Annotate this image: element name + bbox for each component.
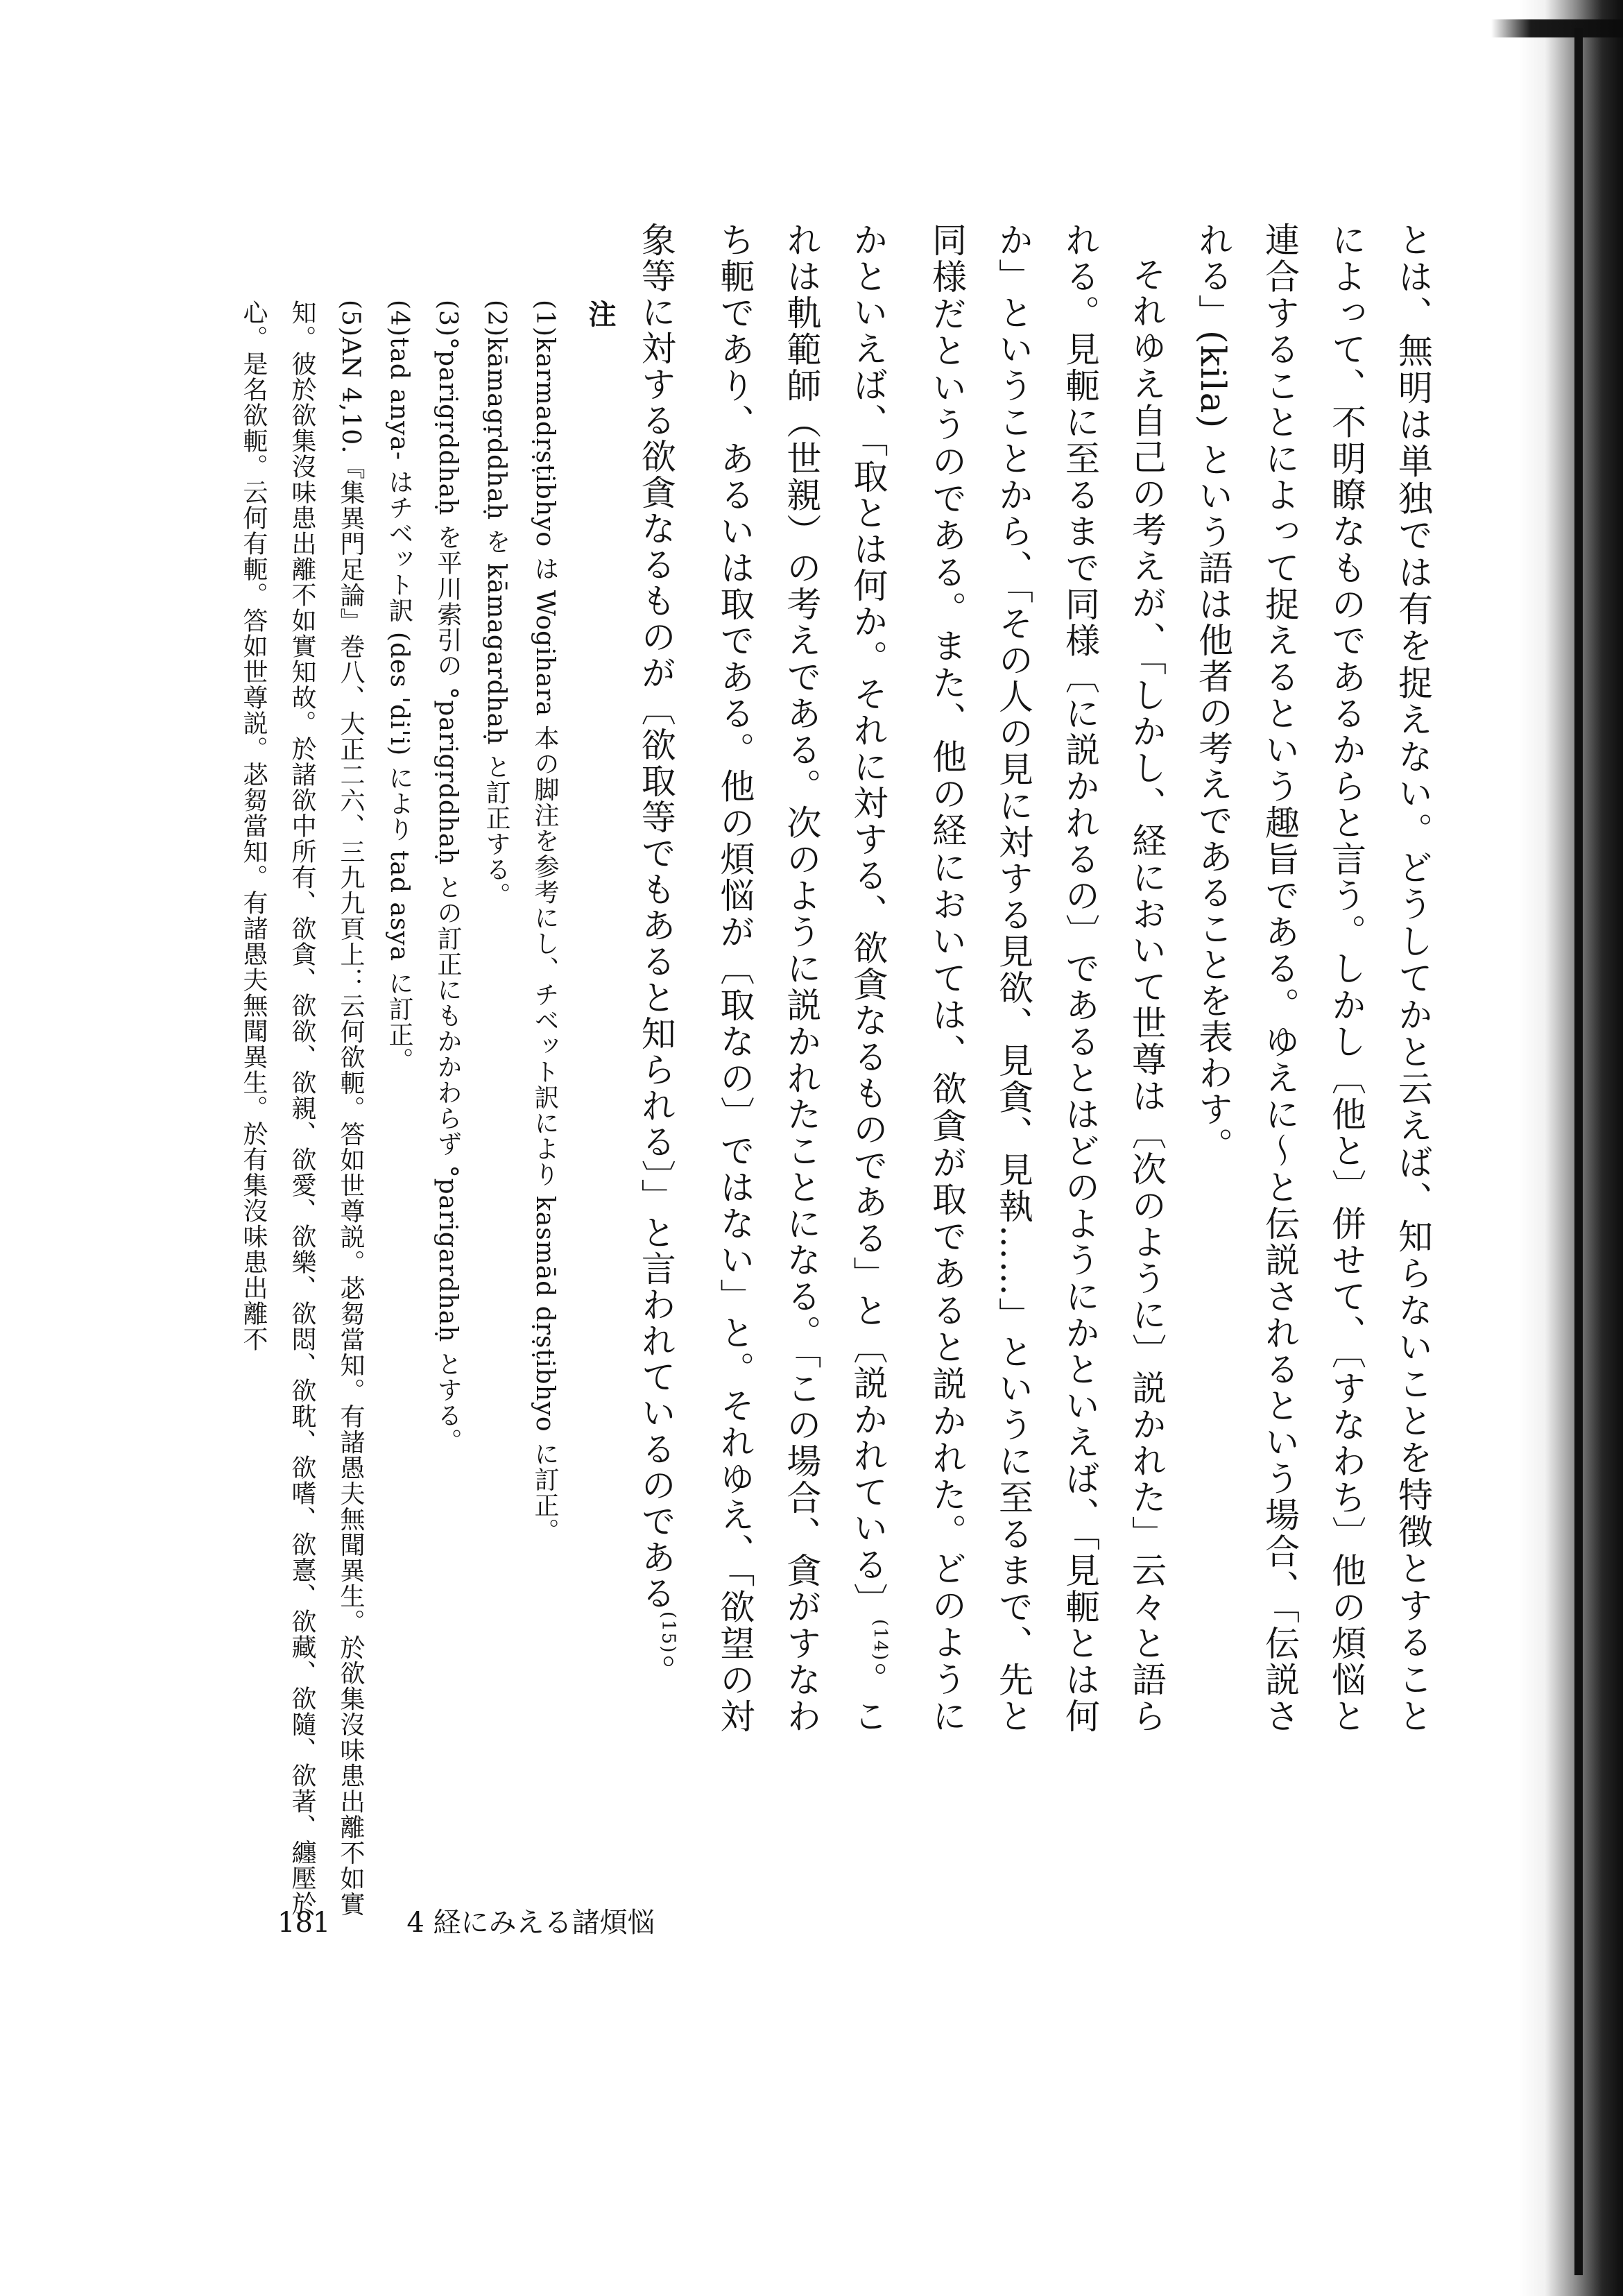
note-item bbox=[423, 300, 472, 1937]
footnote-ref: (14) bbox=[870, 1619, 891, 1662]
footnote-ref: (15) bbox=[658, 1611, 679, 1654]
binding-edge-mark bbox=[1491, 19, 1623, 37]
note-text: karmadṛṣṭibhyo は Wogihara 本の脚注を参考にし、チベット訳により kasmād dṛṣṭibhyo に訂正。 bbox=[531, 337, 559, 1544]
note-number: (1) bbox=[531, 300, 559, 337]
notes-section bbox=[187, 300, 631, 1937]
note-item bbox=[375, 300, 423, 1937]
running-title: 4 経にみえる諸煩悩 bbox=[406, 1907, 655, 1939]
note-text: kāmagṛddhaḥ を kāmagardhaḥ と訂正する。 bbox=[482, 337, 510, 908]
binding-edge-line bbox=[1574, 28, 1583, 2275]
body-paragraph: とは、無明は単独では有を捉えない。どうしてかと云えば、知らないことを特徴とすることによって、不明瞭なものであるからと言う。しかし〔他と〕併せて、〔すなわち〕他の煩悩と連合することによって捉えるという趣旨である。ゆえに～と伝説されるという場合、「伝説される」(kila) という語は他者の考えであることを表わす。 bbox=[1193, 222, 1433, 1734]
page-number: 181 bbox=[277, 1907, 331, 1939]
note-number: (4) bbox=[385, 300, 413, 337]
note-text: °parigṛddhaḥ を平川索引の °parigṛddhaḥ との訂正にもかかわらず °parigardhaḥ とする。 bbox=[433, 337, 462, 1454]
note-number: (3) bbox=[433, 300, 462, 337]
note-number: (2) bbox=[482, 300, 510, 337]
note-text: tad anya- はチベット訳 (des 'di'i) により tad asya に訂正。 bbox=[385, 337, 413, 1073]
note-item bbox=[520, 300, 569, 1937]
note-item bbox=[229, 300, 375, 1937]
page-footer bbox=[277, 1901, 655, 1940]
note-text: AN 4,10.『集異門足論』巻八、大正二六、三九九頁上：云何欲軛。答如世尊説。苾芻當知。有諸愚夫無聞異生。於欲集沒味患出離不如實知。彼於欲集沒味患出離不如實知故。於諸欲中所有、欲貪、欲欲、欲親、欲愛、欲樂、欲悶、欲耽、欲嗜、欲憙、欲藏、欲隨、欲著、纏壓於心。是名欲軛。云何有軛。答如世尊説。苾芻當知。有諸愚夫無聞異生。於有集沒味患出離不 bbox=[239, 300, 365, 1917]
note-item bbox=[472, 300, 520, 1937]
notes-heading: 注 bbox=[584, 300, 617, 328]
body-paragraph: それゆえ自己の考えが、「しかし、経において世尊は〔次のように〕説かれた」云々と語られる。見軛に至るまで同様〔に説かれるの〕であるとはどのようにかといえば、「見軛とは何か」ということから、「その人の見に対する見欲、見貪、見執……」というに至るまで、先と同様だというのである。また、他の経においては、欲貪が取であると説かれた。どのようにかといえば、「取とは何か。それに対する、欲貪なるものである」と〔説かれている〕$^{(14)}$。これは軌範師（世親）の考えである。次のように説かれたことになる。「この場合、貪がすなわち軛であり、あるいは取である。他の煩悩が〔取なの〕ではない」と。それゆえ、「欲望の対象等に対する欲貪なるものが〔欲取等でもあると知られる〕」と言われているのである$^{(15)}$。 bbox=[635, 222, 1167, 1735]
body-text bbox=[635, 222, 1446, 1735]
note-number: (5) bbox=[336, 300, 365, 337]
binding-shadow bbox=[1519, 0, 1623, 2296]
